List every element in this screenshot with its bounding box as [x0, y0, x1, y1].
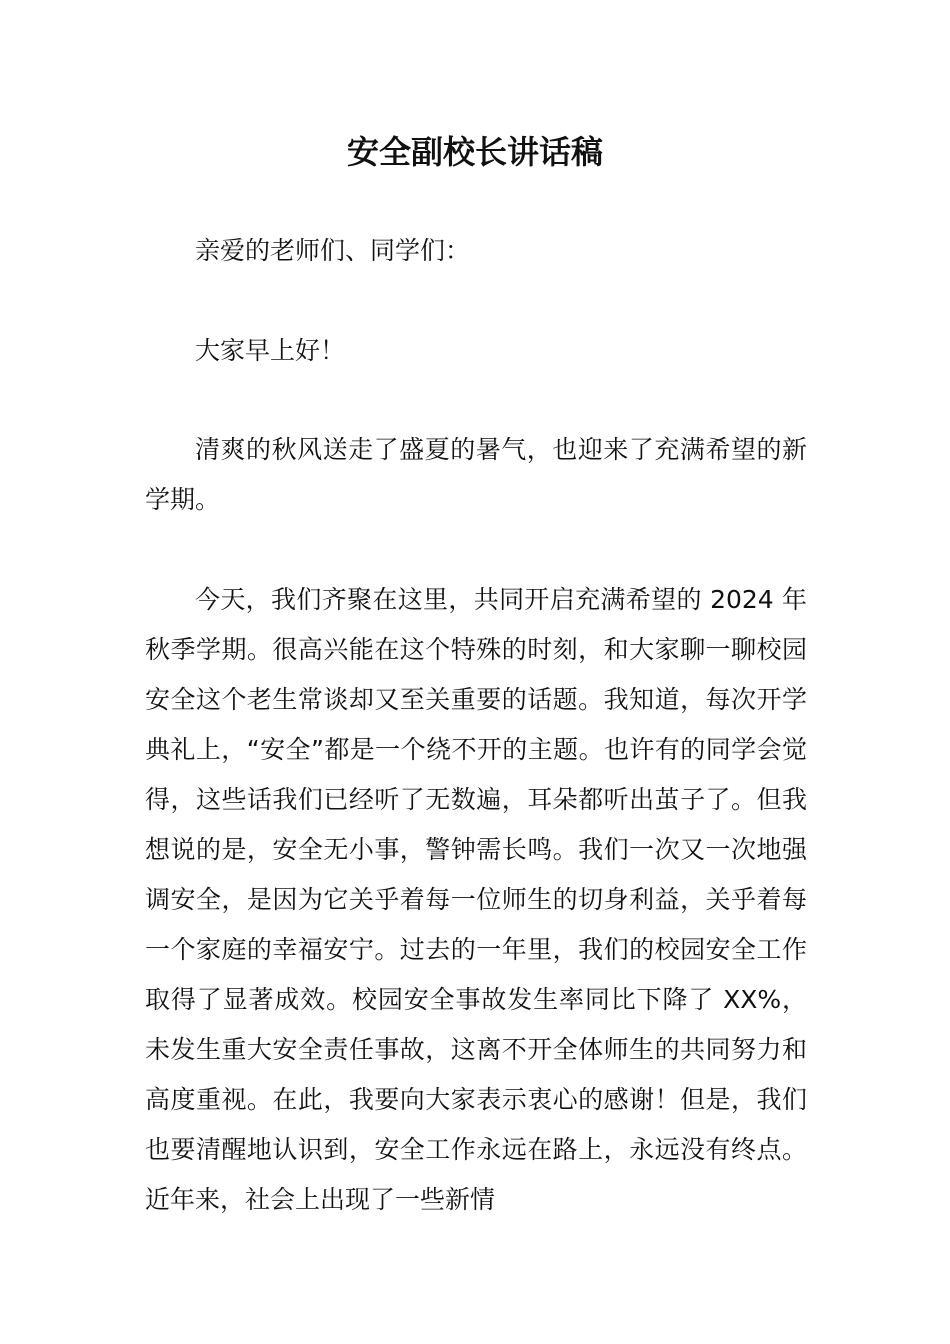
opening-paragraph: 清爽的秋风送走了盛夏的暑气，也迎来了充满希望的新学期。: [145, 435, 807, 514]
document-title: 安全副校长讲话稿: [346, 133, 603, 171]
morning-greeting-paragraph: 大家早上好！: [195, 336, 346, 365]
body-paragraph: 今天，我们齐聚在这里，共同开启充满希望的 2024 年秋季学期。很高兴能在这个特殊的时刻，和大家聊一聊校园安全这个老生常谈却又至关重要的话题。我知道，每次开学典礼上，“安全”都是一个绕不开的主题。也许有的同学会觉得，这些话我们已经听了无数遍，耳朵都听出茧子了。但我想说的是，安全无小事，警钟需长鸣。我们一次又一次地强调安全，是因为它关乎着每一位师生的切身利益，关乎着每一个家庭的幸福安宁。过去的一年里，我们的校园安全工作取得了显著成效。校园安全事故发生率同比下降了 XX%，未发生重大安全责任事故，这离不开全体师生的共同努力和高度重视。在此，我要向大家表示衷心的感谢！但是，我们也要清醒地认识到，安全工作永远在路上，永远没有终点。近年来，社会上出现了一些新情: [145, 585, 807, 1214]
greeting-paragraph: 亲爱的老师们、同学们：: [195, 236, 471, 265]
